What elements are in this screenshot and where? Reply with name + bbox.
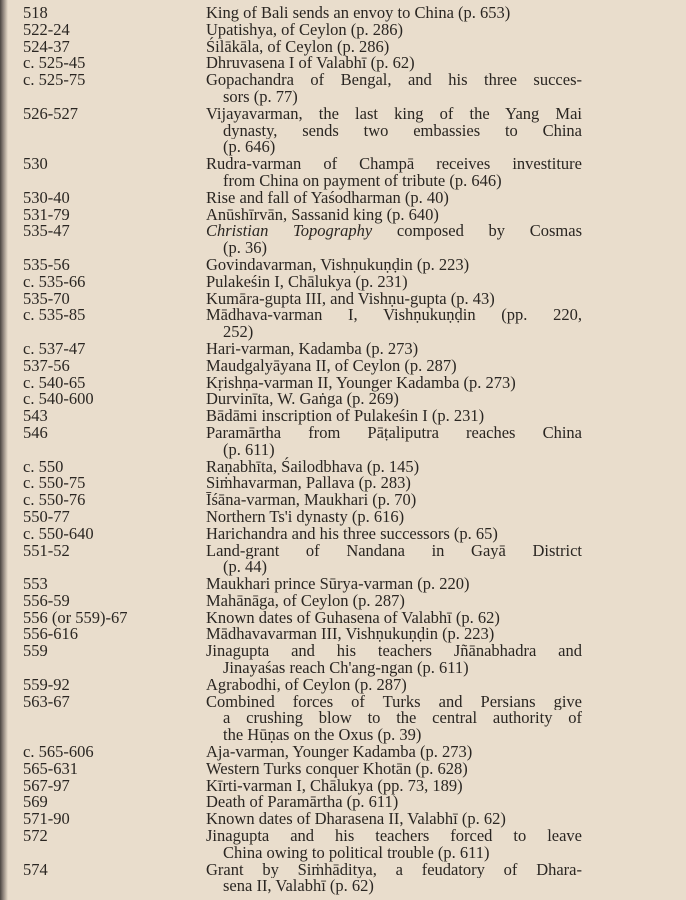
entry-date: 565-631: [23, 758, 78, 778]
entry-text-line: (p. 611): [223, 439, 275, 459]
entry-date: 546: [23, 422, 48, 442]
entry-description: [206, 72, 582, 106]
entry-description: [206, 55, 582, 72]
chronology-entry: [0, 674, 686, 694]
entry-text-line: Durvinīta, W. Gaṅga (p. 269): [206, 389, 399, 409]
chronology-entry: [0, 828, 686, 862]
entry-text-line: Combined forces of Turks and Persians give: [206, 693, 582, 711]
entry-text-line: sena II, Valabhī (p. 62): [223, 876, 374, 896]
entry-date: 531-79: [23, 204, 70, 224]
entry-text-line: Kumāra-gupta III, and Vishṇu-gupta (p. 43): [206, 288, 495, 308]
entry-text-line: Vijayavarman, the last king of the Yang Mai: [206, 105, 582, 123]
entry-text-line: (p. 646): [223, 137, 276, 157]
chronology-entry: [0, 643, 686, 677]
entry-text-line: Grant by Siṁhāditya, a feudatory of Dhara-: [206, 861, 582, 879]
entry-description: [206, 408, 582, 425]
entry-description: [206, 643, 582, 677]
entry-text-line: the Hūṇas on the Oxus (p. 39): [223, 725, 422, 745]
entry-text-line: Gopachandra of Bengal, and his three succes-: [206, 72, 582, 89]
entry-description: [206, 204, 582, 224]
entry-date: 550-77: [23, 506, 70, 526]
entry-text: composed by Cosmas: [396, 223, 582, 241]
chronology-list: [0, 5, 686, 895]
entry-date: 522-24: [23, 19, 70, 39]
entry-date: 524-37: [23, 36, 70, 56]
entry-text-line: dynasty, sends two embassies to China: [223, 122, 582, 140]
entry-date: c. 550-76: [23, 490, 86, 510]
entry-text-line: Siṁhavarman, Pallava (p. 283): [206, 473, 411, 493]
chronology-entry: [0, 422, 686, 459]
entry-date: 530: [23, 154, 48, 174]
entry-date: 574: [23, 859, 48, 879]
chronology-entry: [0, 691, 686, 745]
entry-text-line: Mahānāga, of Ceylon (p. 287): [206, 590, 405, 610]
entry-date: c. 525-75: [23, 70, 86, 90]
entry-text-line: Kṛishṇa-varman II, Younger Kadamba (p. 273): [206, 372, 516, 392]
chronology-entry: [0, 223, 686, 257]
entry-description: [206, 156, 582, 190]
entry-description: [206, 862, 582, 896]
entry-date: c. 535-66: [23, 271, 86, 291]
entry-text-line: Mādhava-varman I, Vishṇukuṇḍin (pp. 220,: [206, 307, 582, 325]
entry-text-line: Northern Ts'i dynasty (p. 616): [206, 506, 405, 526]
entry-text-line: Maudgalyāyana II, of Ceylon (p. 287): [206, 355, 457, 375]
entry-date: 556 (or 559)-67: [23, 607, 128, 627]
entry-date: 559: [23, 641, 48, 661]
entry-text-line: Dhruvasena I of Valabhī (p. 62): [206, 53, 415, 73]
entry-text-line: Rudra-varman of Champā receives investiture: [206, 156, 582, 173]
entry-date: c. 550: [23, 456, 64, 476]
chronology-entry: [0, 103, 686, 157]
entry-text-line: Pulakeśin I, Chālukya (p. 231): [206, 271, 408, 291]
entry-text-line: Rise and fall of Yaśodharman (p. 40): [206, 187, 449, 207]
entry-text-line: Anūshīrvān, Sassanid king (p. 640): [206, 204, 439, 224]
entry-text-line: Paramārtha from Pāṭaliputra reaches China: [206, 424, 582, 442]
entry-text-line: Aja-varman, Younger Kadamba (p. 273): [206, 742, 473, 762]
chronology-entry: [0, 307, 686, 341]
entry-date: 556-616: [23, 624, 78, 644]
entry-text-line: Hari-varman, Kadamba (p. 273): [206, 338, 419, 358]
entry-date: 553: [23, 574, 48, 594]
entry-date: 537-56: [23, 355, 70, 375]
entry-description: [206, 355, 582, 375]
entry-text-line: sors (p. 77): [223, 86, 298, 106]
entry-description: [206, 288, 582, 308]
entry-date: c. 550-75: [23, 473, 86, 493]
entry-date: 535-56: [23, 254, 70, 274]
entry-text-line: Govindavarman, Vishṇukuṇḍin (p. 223): [206, 254, 470, 274]
entry-date: 551-52: [23, 540, 70, 560]
chronology-entry: [0, 355, 686, 375]
entry-text-line: Western Turks conquer Khotān (p. 628): [206, 758, 468, 778]
chronology-entry: [0, 523, 686, 543]
entry-text-line: Known dates of Dharasena II, Valabhī (p. 62): [206, 809, 506, 829]
chronology-entry: [0, 408, 686, 425]
entry-date: 526-527: [23, 103, 78, 123]
entry-text-line: Land-grant of Nandana in Gayā District: [206, 542, 582, 560]
entry-text-line: Kīrti-varman I, Chālukya (pp. 73, 189): [206, 775, 463, 795]
entry-text-line: Death of Paramārtha (p. 611): [206, 792, 399, 812]
chronology-entry: [0, 156, 686, 190]
chronology-entry: [0, 288, 686, 308]
entry-date: c. 565-606: [23, 742, 94, 762]
entry-date: 571-90: [23, 809, 70, 829]
entry-description: [206, 811, 582, 828]
entry-text-line: Upatishya, of Ceylon (p. 286): [206, 19, 404, 39]
entry-date: 530-40: [23, 187, 70, 207]
entry-description: [206, 307, 582, 341]
chronology-entry: [0, 811, 686, 828]
entry-date: c. 540-65: [23, 372, 86, 392]
chronology-entry: [0, 859, 686, 896]
chronology-entry: [0, 55, 686, 72]
entry-date: c. 525-45: [23, 53, 86, 73]
entry-description: [206, 523, 582, 543]
entry-date: 556-59: [23, 590, 70, 610]
entry-date: 535-70: [23, 288, 70, 308]
entry-text-line: Mādhavavarman III, Vishṇukuṇḍin (p. 223): [206, 624, 495, 644]
entry-text-line: Harichandra and his three successors (p. 65): [206, 523, 498, 543]
entry-date: 518: [23, 3, 48, 22]
entry-description: [206, 828, 582, 862]
entry-text-line: China owing to political trouble (p. 611): [223, 842, 490, 862]
entry-date: 563-67: [23, 691, 70, 711]
entry-description: [206, 223, 582, 257]
entry-description: [206, 674, 582, 694]
chronology-entry: [0, 540, 686, 577]
entry-text-line: Jinagupta and his teachers forced to leave: [206, 828, 582, 845]
entry-title-italic: Christian Topography: [206, 223, 373, 241]
entry-text-line: Īśāna-varman, Maukhari (p. 70): [206, 490, 417, 510]
entry-text-line: Bādāmi inscription of Pulakeśin I (p. 231): [206, 406, 485, 426]
entry-date: c. 537-47: [23, 338, 86, 358]
entry-text-line: Raṇabhīta, Śailodbhava (p. 145): [206, 456, 420, 476]
entry-text-line: (p. 36): [223, 238, 267, 258]
entry-description: [206, 425, 582, 459]
entry-text-line: Jinayaśas reach Ch'ang-ngan (p. 611): [223, 658, 469, 678]
entry-text-line: Maukhari prince Sūrya-varman (p. 220): [206, 574, 470, 594]
entry-date: c. 540-600: [23, 389, 94, 409]
entry-date: c. 535-85: [23, 305, 86, 325]
chronology-entry: [0, 626, 686, 643]
entry-date: 567-97: [23, 775, 70, 795]
entry-description: [206, 106, 582, 156]
entry-date: 559-92: [23, 674, 70, 694]
entry-text-line: Known dates of Guhasena of Valabhī (p. 62): [206, 607, 500, 627]
entry-date: 535-47: [23, 221, 70, 241]
entry-date: 569: [23, 792, 48, 812]
entry-date: 572: [23, 826, 48, 846]
entry-text-line: (p. 44): [223, 557, 267, 577]
entry-text-line: Agrabodhi, of Ceylon (p. 287): [206, 674, 407, 694]
chronology-entry: [0, 204, 686, 224]
entry-text-line: a crushing blow to the central authority of: [223, 710, 582, 728]
entry-text-line: King of Bali sends an envoy to China (p. 653): [206, 3, 511, 22]
entry-text-line: Śilākāla, of Ceylon (p. 286): [206, 36, 390, 56]
chronology-entry: [0, 72, 686, 106]
entry-description: [206, 626, 582, 643]
entry-date: 543: [23, 406, 48, 426]
entry-description: [206, 543, 582, 577]
entry-date: c. 550-640: [23, 523, 94, 543]
entry-text-line: 252): [223, 322, 254, 342]
entry-description: [206, 694, 582, 744]
entry-text-line: Jinagupta and his teachers Jñānabhadra and: [206, 643, 582, 661]
entry-text-line: from China on payment of tribute (p. 646): [223, 170, 502, 190]
